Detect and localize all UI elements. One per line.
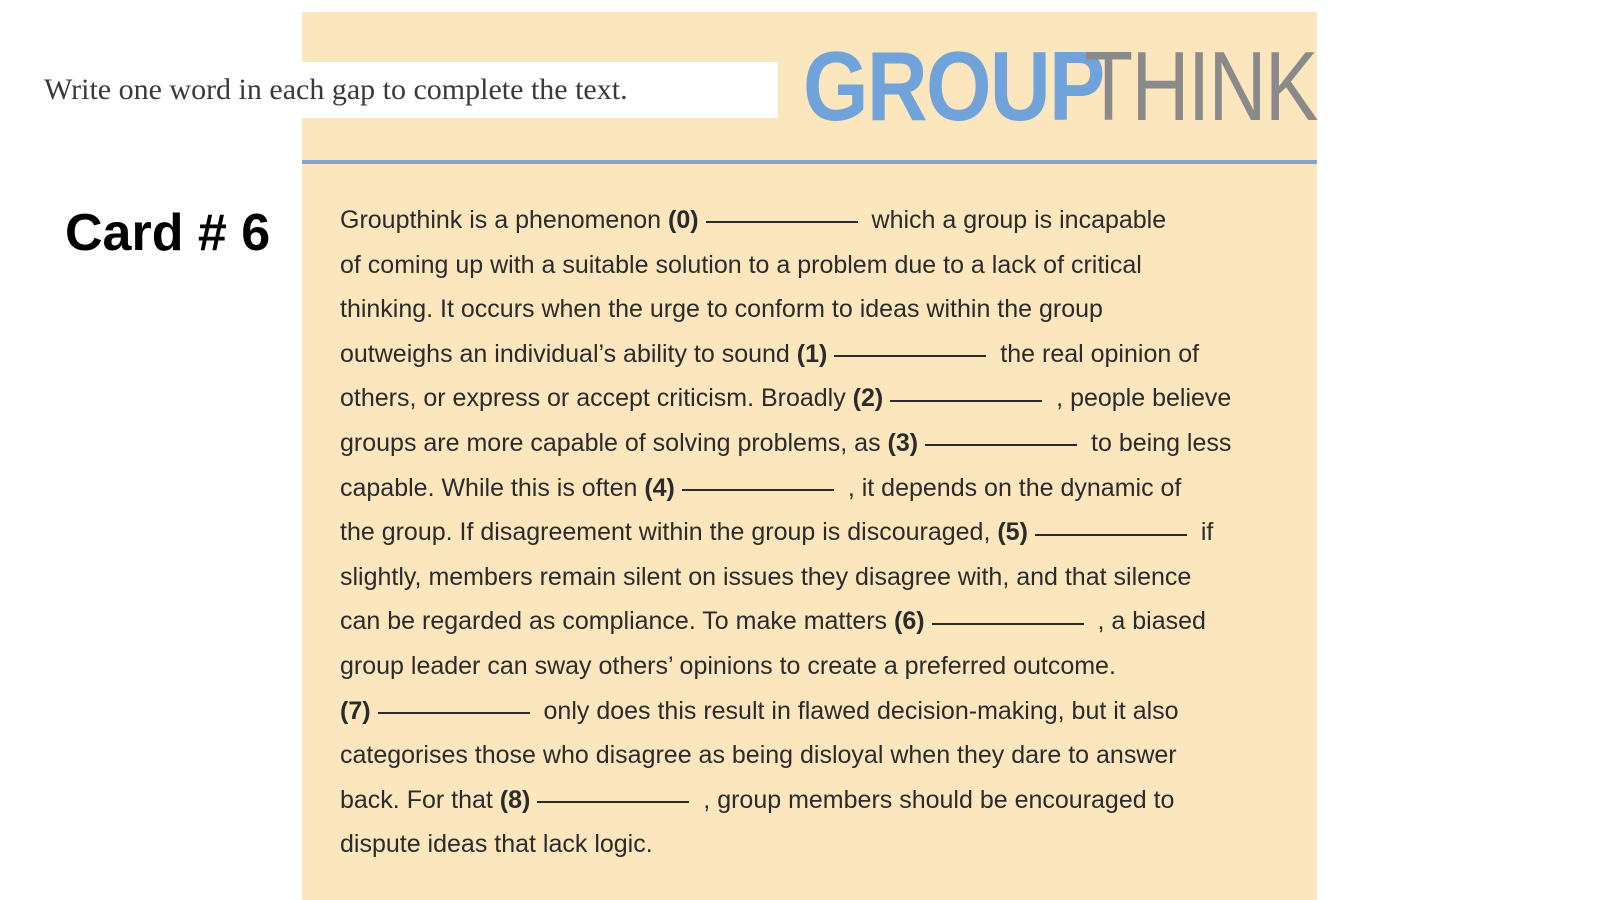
line-text: others, or express or accept criticism. Broadly [340, 384, 853, 413]
text-line [340, 778, 1310, 823]
gap-number: (7) [340, 696, 371, 725]
text-line [340, 421, 1310, 466]
line-text: back. For that [340, 785, 500, 814]
instruction-text: Write one word in each gap to complete the text. [20, 62, 778, 118]
line-text: , it depends on the dynamic of [840, 473, 1182, 502]
line-text: , group members should be encouraged to [696, 785, 1175, 814]
gap-number: (8) [499, 785, 531, 814]
title-divider [302, 160, 1317, 164]
card-label: Card # 6 [65, 204, 271, 262]
answer-gap[interactable] [682, 487, 834, 491]
gap-number: (1) [796, 339, 828, 368]
gap-number: (5) [997, 518, 1028, 547]
page-title [803, 31, 1368, 141]
line-text: slightly, members remain silent on issues they disagree with, and that silence [340, 562, 1192, 591]
line-text: of coming up with a suitable solution to a problem due to a lack of critical [340, 250, 1142, 279]
text-line [340, 599, 1310, 644]
text-line [340, 644, 1310, 689]
line-text: can be regarded as compliance. To make matters [340, 607, 894, 636]
text-line [340, 243, 1310, 288]
answer-gap[interactable] [706, 219, 858, 223]
line-text: if [1193, 518, 1214, 547]
line-text: outweighs an individual’s ability to sound [340, 339, 797, 368]
line-text: , people believe [1049, 384, 1232, 413]
answer-gap[interactable] [1035, 532, 1187, 536]
line-text: groups are more capable of solving problems, as [340, 428, 888, 457]
text-line [340, 376, 1310, 421]
text-line [340, 510, 1310, 555]
text-line [340, 733, 1310, 778]
gap-number: (2) [852, 384, 884, 413]
text-line [340, 466, 1310, 511]
text-line [340, 689, 1310, 734]
line-text: only does this result in flawed decision-making, but it also [536, 696, 1179, 725]
gap-number: (3) [887, 428, 919, 457]
gap-fill-text [340, 198, 1310, 867]
line-text: categorises those who disagree as being disloyal when they dare to answer [340, 741, 1177, 770]
answer-gap[interactable] [932, 621, 1084, 625]
text-line [340, 332, 1310, 377]
line-text: group leader can sway others’ opinions to create a preferred outcome. [340, 651, 1116, 680]
answer-gap[interactable] [378, 710, 530, 714]
gap-number: (6) [894, 607, 925, 636]
answer-gap[interactable] [537, 799, 689, 803]
line-text: thinking. It occurs when the urge to conform to ideas within the group [340, 295, 1103, 324]
answer-gap[interactable] [925, 442, 1077, 446]
text-line [340, 555, 1310, 600]
text-line [340, 198, 1310, 243]
gap-number: (0) [668, 206, 699, 234]
line-text: which a group is incapable [864, 206, 1167, 234]
line-text: Groupthink is a phenomenon [340, 206, 668, 234]
text-line [340, 287, 1310, 332]
text-line [340, 822, 1310, 867]
answer-gap[interactable] [834, 353, 986, 357]
line-text: to being less [1084, 428, 1232, 457]
title-bold-part: GROUP [803, 31, 1104, 141]
line-text: the group. If disagreement within the group is discouraged, [340, 518, 998, 547]
line-text: the real opinion of [993, 339, 1200, 368]
gap-number: (4) [644, 473, 675, 502]
line-text: dispute ideas that lack logic. [340, 830, 653, 859]
title-light-part: THINK [1084, 31, 1318, 141]
line-text: , a biased [1090, 607, 1206, 636]
answer-gap[interactable] [890, 398, 1042, 402]
line-text: capable. While this is often [340, 473, 645, 502]
